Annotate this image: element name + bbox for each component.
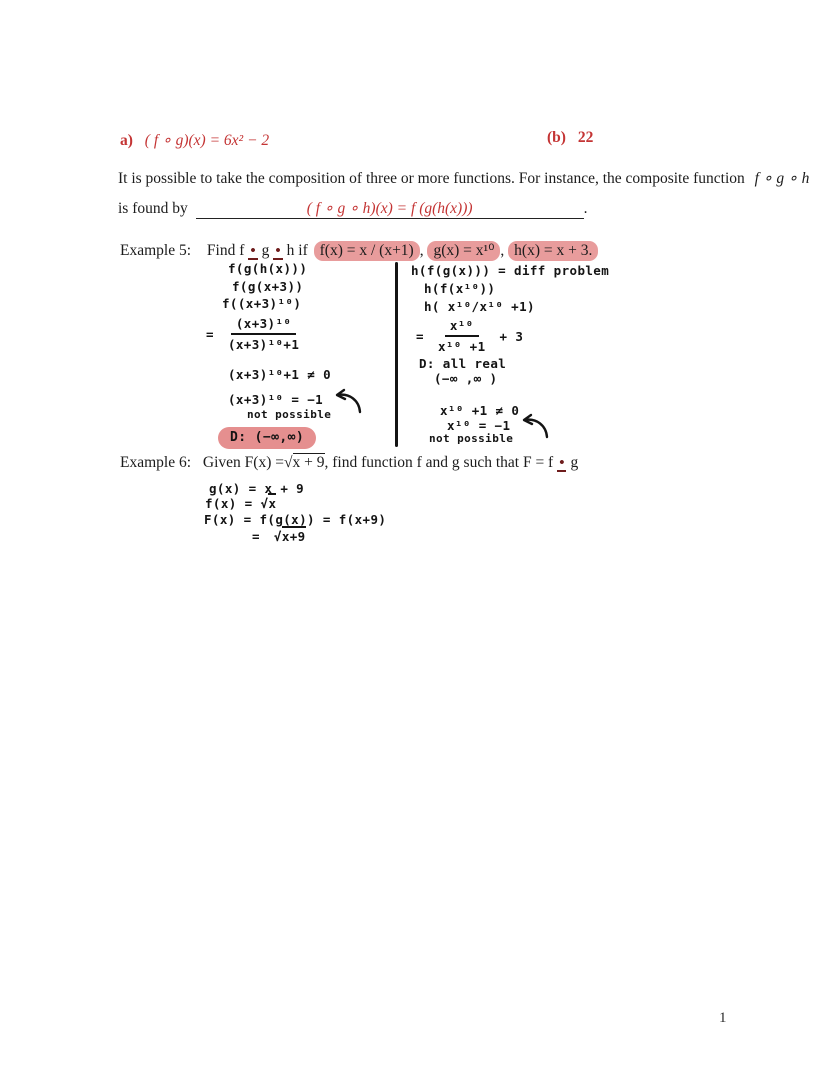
highlight-h-definition: h(x) = x + 3. [508,241,598,261]
highlight-g-definition: g(x) = x¹⁰ [427,241,500,261]
example6-given: Given F(x) = [202,454,284,471]
radicand: x [268,493,276,511]
work-right-note: not possible [429,432,514,445]
work-right-domain2: (−∞ ,∞ ) [434,371,498,386]
work-left-note: not possible [247,408,332,421]
work-left-cond1: (x+3)¹⁰+1 ≠ 0 [228,367,332,382]
example6-g: g [570,454,579,471]
domain-answer-pill: D: (−∞,∞) [218,427,316,449]
e6-work-line3: F(x) = f(g(x)) = f(x+9) [204,512,387,527]
answer-b-label: (b) [547,129,566,146]
found-by-label: is found by [118,200,188,217]
example5-g: g [261,242,270,259]
work-left-line3: f((x+3)¹⁰) [222,296,302,311]
answer-b-value: 22 [577,129,594,146]
fill-in-blank [196,199,584,219]
work-left-equals: = [206,326,214,342]
work-right-domain1: D: all real [419,356,507,371]
example6-header [120,454,578,472]
e6-work-line4 [252,529,306,544]
intro-sentence-math: f ∘ g ∘ h [754,170,810,187]
e6-work-line2 [205,496,276,511]
composition-dot-icon: • [559,455,565,471]
answer-a-formula: ( f ∘ g)(x) = 6x² − 2 [144,132,270,149]
blank-answer: ( f ∘ g ∘ h)(x) = f (g(h(x))) [306,200,473,217]
intro-sentence-text: It is possible to take the composition of three or more functions. For instance, the composite function [118,170,745,187]
work-right-plus3: + 3 [499,328,524,344]
fraction-denominator: x¹⁰ +1 [437,339,486,354]
intro-sentence [118,169,809,188]
e6-line2-prefix: f(x) = [205,496,253,511]
curved-arrow-icon [518,413,550,441]
example5-h-if: h if [286,242,308,259]
answer-a-label: a) [120,132,133,149]
radicand: x+9 [282,526,306,544]
work-right-line2: h(f(x¹⁰)) [424,281,496,296]
work-right-equals: = [416,328,424,344]
example5-sep2: , [500,242,505,259]
radicand: x + 9 [292,454,325,471]
found-by-period: . [583,200,588,217]
work-right-cond1: x¹⁰ +1 ≠ 0 [440,403,520,418]
work-right-fraction [416,318,523,354]
radical-sign: √ [273,529,282,544]
example6-label: Example 6: [120,454,192,471]
fraction [223,316,304,352]
work-left-line1: f(g(h(x))) [228,261,308,276]
work-left-cond2: (x+3)¹⁰ = −1 [228,392,324,407]
example5-find: Find f [206,242,245,259]
example5-sep1: , [419,242,424,259]
fraction [433,318,491,354]
curved-arrow-icon [331,388,363,416]
work-right-line1: h(f(g(x))) = diff problem [411,263,610,278]
answer-b [547,129,593,147]
work-left-fraction [206,316,304,352]
radical-sign: √ [283,454,293,471]
composition-dot-icon: • [250,243,256,259]
fraction-denominator: (x+3)¹⁰+1 [227,337,300,352]
column-divider-line [395,262,398,447]
work-left-line2: f(g(x+3)) [232,279,304,294]
example6-rest: , find function f and g such that F = f [324,454,554,471]
fraction-numerator: (x+3)¹⁰ [231,316,296,335]
fraction-numerator: x¹⁰ [445,318,479,337]
work-right-cond2: x¹⁰ = −1 [447,418,511,433]
highlight-f-definition: f(x) = x / (x+1) [314,241,420,261]
page-number: 1 [719,1010,727,1026]
e6-line4-equals: = [252,529,260,544]
example5-label: Example 5: [120,242,192,259]
found-by-line [118,199,588,219]
composition-dot-icon: • [275,243,281,259]
work-right-line3: h( x¹⁰∕x¹⁰ +1) [424,299,535,314]
radical-sign: √ [260,496,269,511]
answer-a [120,131,269,150]
e6-work-line1: g(x) = x + 9 [209,481,305,496]
example5-header [120,241,598,260]
